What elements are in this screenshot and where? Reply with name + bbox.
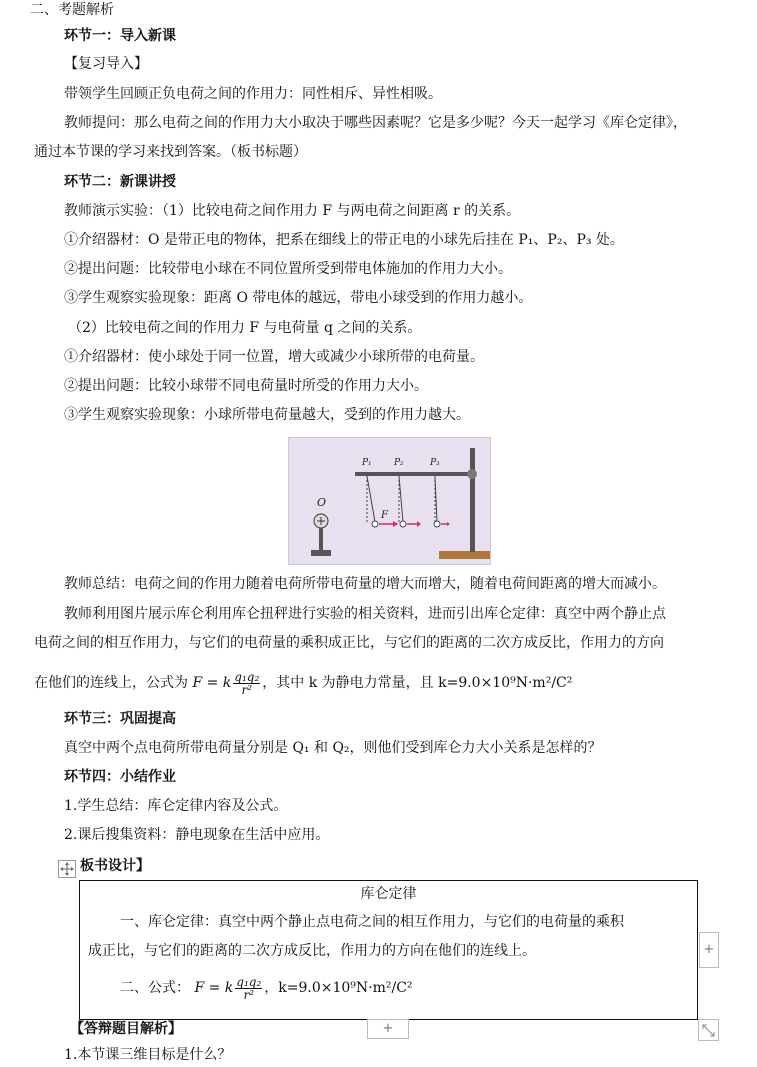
label-O: O [317,496,327,509]
teacher-summary: 教师总结：电荷之间的作用力随着电荷所带电荷量的增大而增大，随着电荷间距离的增大而减小。 [64,576,666,592]
stage4-heading: 环节四：小结作业 [64,769,176,785]
stage1-paragraph-1: 带领学生回顾正负电荷之间的作用力：同性相斥、异性相吸。 [64,86,442,102]
thread-p1 [367,476,375,522]
coulomb-intro-c-post: ，其中 k 为静电力常量，且 k=9.0×10⁹N·m²/C² [262,675,573,691]
review-label: 【复习导入】 [64,56,148,72]
clamp [467,469,477,479]
board-design-box [79,880,698,1020]
formula-lhs: F = k [192,675,232,691]
answer-label: 【答辩题目解析】 [70,1021,182,1037]
stand-arm [355,472,475,476]
stage2-line-3: ②提出问题：比较带电小球在不同位置所受到带电体施加的作用力大小。 [64,261,512,277]
board-formula-denominator: r² [243,987,255,1002]
label-P3: P₃ [430,458,440,468]
label-F: F [381,510,388,521]
formula-fraction [233,671,260,696]
table-resize-icon[interactable] [698,1019,719,1041]
label-P1: P₁ [362,458,372,468]
stand-base [439,551,490,559]
coulomb-intro-a: 教师利用图片展示库仑利用库仑扭秤进行实验的相关资料，进而引出库仑定律：真空中两个静止点 [64,606,666,622]
experiment-diagram [289,438,490,564]
section-title: 二、考题解析 [30,2,114,18]
board-formula-numerator: q₁q₂ [236,974,262,989]
add-column-button[interactable]: + [699,932,719,968]
stage2-line-4: ③学生观察实验现象：距离 O 带电体的越远，带电小球受到的作用力越小。 [64,290,533,306]
stage4-item-1: 1.学生总结：库仑定律内容及公式。 [64,798,288,814]
answer-question-1: 1.本节课三维目标是什么？ [64,1047,232,1063]
thread-p3 [435,476,437,522]
stage2-line-8: ③学生观察实验现象：小球所带电荷量越大，受到的作用力越大。 [64,407,470,423]
stage1-heading: 环节一：导入新课 [64,28,176,44]
board-line-2-pre: 二、公式： [120,980,190,996]
board-formula-lhs: F = k [194,980,234,996]
table-move-handle-icon[interactable] [58,860,76,878]
coulomb-intro-b: 电荷之间的相互作用力，与它们的电荷量的乘积成正比，与它们的距离的二次方成反比，作用力的方向 [34,635,664,651]
coulomb-intro-c [34,668,572,698]
board-formula-fraction [235,976,262,1001]
stage2-line-6: ①介绍器材：使小球处于同一位置，增大或减少小球所带的电荷量。 [64,349,484,365]
board-title: 库仑定律 [360,886,417,902]
thread-p2 [399,476,403,522]
stage2-line-1: 教师演示实验：（1）比较电荷之间作用力 F 与两电荷之间距离 r 的关系。 [64,203,521,219]
stage2-line-2: ①介绍器材：O 是带正电的物体，把系在细线上的带正电的小球先后挂在 P₁、P₂、P₃ 处。 [64,232,624,248]
label-P2: P₂ [394,458,404,468]
stage2-heading: 环节二：新课讲授 [64,174,176,190]
stage3-heading: 环节三：巩固提高 [64,711,176,727]
stage2-line-5: （2）比较电荷之间的作用力 F 与电荷量 q 之间的关系。 [68,320,422,336]
board-line-1b: 成正比，与它们的距离的二次方成反比，作用力的方向在他们的连线上。 [88,943,536,959]
board-line-1a: 一、库仑定律：真空中两个静止点电荷之间的相互作用力，与它们的电荷量的乘积 [120,914,624,930]
stage3-question: 真空中两个点电荷所带电荷量分别是 Q₁ 和 Q₂，则他们受到库仑力大小关系是怎样的？ [64,740,602,756]
board-line-2 [120,973,413,1003]
ball-p1 [372,521,378,527]
ball-p2 [400,521,406,527]
board-label: 板书设计】 [80,858,150,874]
stand-pole [470,448,475,552]
experiment-figure [288,437,491,565]
formula-numerator: q₁q₂ [234,669,260,684]
stage4-item-2: 2.课后搜集资料：静电现象在生活中应用。 [64,827,330,843]
stage2-line-7: ②提出问题：比较小球带不同电荷量时所受的作用力大小。 [64,378,428,394]
formula-denominator: r² [241,682,253,697]
add-row-button[interactable]: + [367,1019,409,1039]
ball-p3 [434,521,440,527]
board-line-2-post: ，k=9.0×10⁹N·m²/C² [264,980,413,996]
coulomb-intro-c-pre: 在他们的连线上，公式为 [34,675,188,691]
stage1-paragraph-2a: 教师提问：那么电荷之间的作用力大小取决于哪些因素呢？它是多少呢？今天一起学习《库仑定律》， [64,115,687,131]
stage1-paragraph-2b: 通过本节课的学习来找到答案。（板书标题） [34,144,307,160]
